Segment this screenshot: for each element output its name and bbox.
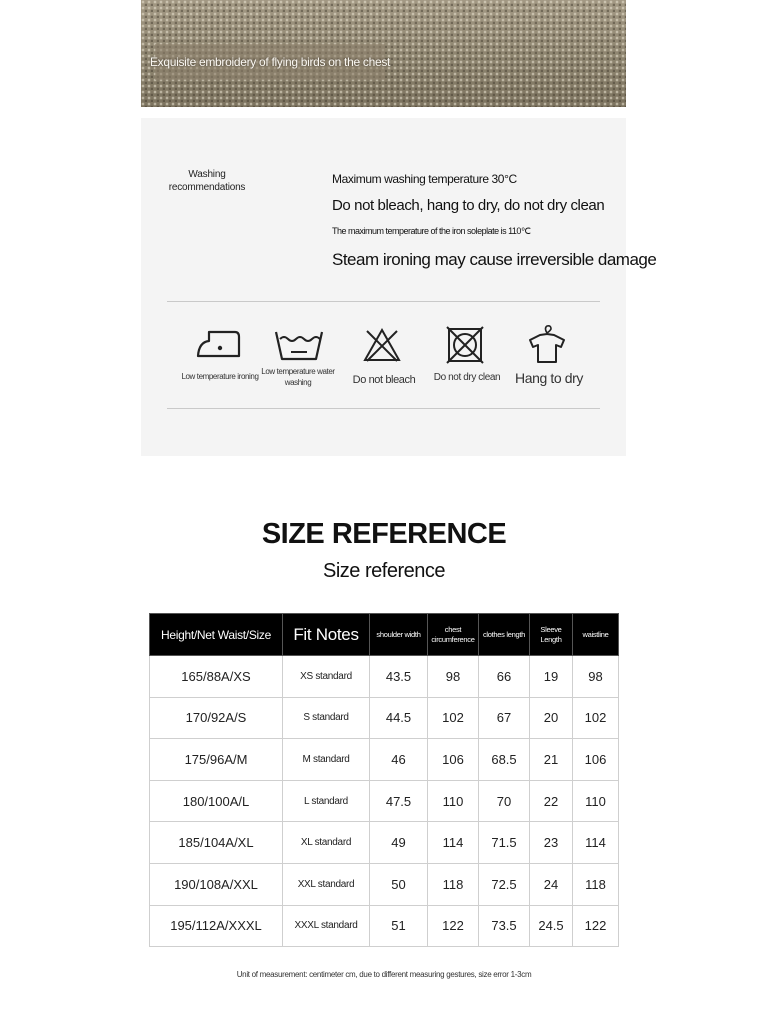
- cell-fit: XL standard: [283, 822, 370, 864]
- measurement-footnote: Unit of measurement: centimeter cm, due to different measuring gestures, size error 1-3cm: [236, 970, 532, 979]
- hang-dry-icon: [527, 324, 567, 364]
- cell-fit: XS standard: [283, 656, 370, 698]
- header-chest: chest circumference: [428, 614, 479, 656]
- cell-length: 67: [479, 697, 530, 739]
- table-row: [150, 739, 619, 781]
- cell-waist: 98: [573, 656, 619, 698]
- table-row: [150, 656, 619, 698]
- cell-chest: 106: [428, 739, 479, 781]
- header-sleeve-length: Sleeve Length: [530, 614, 573, 656]
- cell-shoulder: 50: [370, 863, 428, 905]
- cell-chest: 122: [428, 905, 479, 947]
- cell-chest: 98: [428, 656, 479, 698]
- cell-waist: 118: [573, 863, 619, 905]
- care-label-hang-dry: Hang to dry: [515, 370, 583, 386]
- cell-length: 68.5: [479, 739, 530, 781]
- cell-size: 185/104A/XL: [150, 822, 283, 864]
- care-line-no-bleach: Do not bleach, hang to dry, do not dry clean: [332, 197, 605, 214]
- cell-shoulder: 47.5: [370, 780, 428, 822]
- cell-shoulder: 49: [370, 822, 428, 864]
- cell-size: 170/92A/S: [150, 697, 283, 739]
- care-instructions-panel: [141, 118, 657, 456]
- table-header-row: [150, 614, 619, 656]
- header-waistline: waistline: [573, 614, 619, 656]
- cell-size: 195/112A/XXXL: [150, 905, 283, 947]
- size-reference-subtitle: Size reference: [323, 560, 445, 582]
- cell-length: 70: [479, 780, 530, 822]
- cell-waist: 102: [573, 697, 619, 739]
- cell-sleeve: 22: [530, 780, 573, 822]
- cell-size: 190/108A/XXL: [150, 863, 283, 905]
- care-label-ironing: Low temperature ironing: [181, 372, 259, 381]
- fabric-banner-image: [141, 0, 626, 107]
- table-row: [150, 780, 619, 822]
- divider: [167, 301, 600, 302]
- cell-sleeve: 24.5: [530, 905, 573, 947]
- cell-sleeve: 24: [530, 863, 573, 905]
- cell-sleeve: 21: [530, 739, 573, 781]
- banner-caption: Exquisite embroidery of flying birds on the chest: [155, 44, 385, 80]
- iron-icon: [195, 324, 241, 360]
- cell-chest: 110: [428, 780, 479, 822]
- cell-waist: 114: [573, 822, 619, 864]
- cell-length: 73.5: [479, 905, 530, 947]
- cell-chest: 114: [428, 822, 479, 864]
- table-row: [150, 905, 619, 947]
- cell-sleeve: 19: [530, 656, 573, 698]
- no-dry-clean-icon: [446, 326, 484, 364]
- cell-fit: M standard: [283, 739, 370, 781]
- no-bleach-icon: [363, 327, 401, 363]
- cell-sleeve: 20: [530, 697, 573, 739]
- cell-fit: XXL standard: [283, 863, 370, 905]
- cell-fit: S standard: [283, 697, 370, 739]
- cell-waist: 110: [573, 780, 619, 822]
- size-table: [149, 613, 619, 947]
- cell-length: 71.5: [479, 822, 530, 864]
- care-label-washing: Low temperature water washing: [261, 367, 335, 387]
- cell-sleeve: 23: [530, 822, 573, 864]
- cell-shoulder: 46: [370, 739, 428, 781]
- wash-tub-icon: [274, 328, 324, 362]
- header-fit-notes: Fit Notes: [283, 614, 370, 656]
- cell-shoulder: 43.5: [370, 656, 428, 698]
- cell-fit: XXXL standard: [283, 905, 370, 947]
- header-clothes-length: clothes length: [479, 614, 530, 656]
- cell-size: 175/96A/M: [150, 739, 283, 781]
- header-shoulder-width: shoulder width: [370, 614, 428, 656]
- cell-chest: 118: [428, 863, 479, 905]
- size-reference-title: SIZE REFERENCE: [261, 518, 507, 550]
- divider: [167, 408, 600, 409]
- table-row: [150, 822, 619, 864]
- cell-length: 72.5: [479, 863, 530, 905]
- care-line-wash-temp: Maximum washing temperature 30°C: [332, 172, 517, 186]
- cell-size: 165/88A/XS: [150, 656, 283, 698]
- cell-length: 66: [479, 656, 530, 698]
- care-label-no-dry-clean: Do not dry clean: [433, 372, 501, 383]
- cell-waist: 106: [573, 739, 619, 781]
- cell-shoulder: 51: [370, 905, 428, 947]
- care-line-steam-warning: Steam ironing may cause irreversible damage: [332, 250, 657, 269]
- washing-recommendations-heading: Washing recommendations: [168, 169, 246, 193]
- care-line-iron-temp: The maximum temperature of the iron soleplate is 110℃: [332, 226, 531, 236]
- cell-waist: 122: [573, 905, 619, 947]
- table-row: [150, 697, 619, 739]
- cell-chest: 102: [428, 697, 479, 739]
- care-label-no-bleach: Do not bleach: [352, 374, 416, 386]
- cell-fit: L standard: [283, 780, 370, 822]
- cell-size: 180/100A/L: [150, 780, 283, 822]
- cell-shoulder: 44.5: [370, 697, 428, 739]
- table-row: [150, 863, 619, 905]
- header-size: Height/Net Waist/Size: [150, 614, 283, 656]
